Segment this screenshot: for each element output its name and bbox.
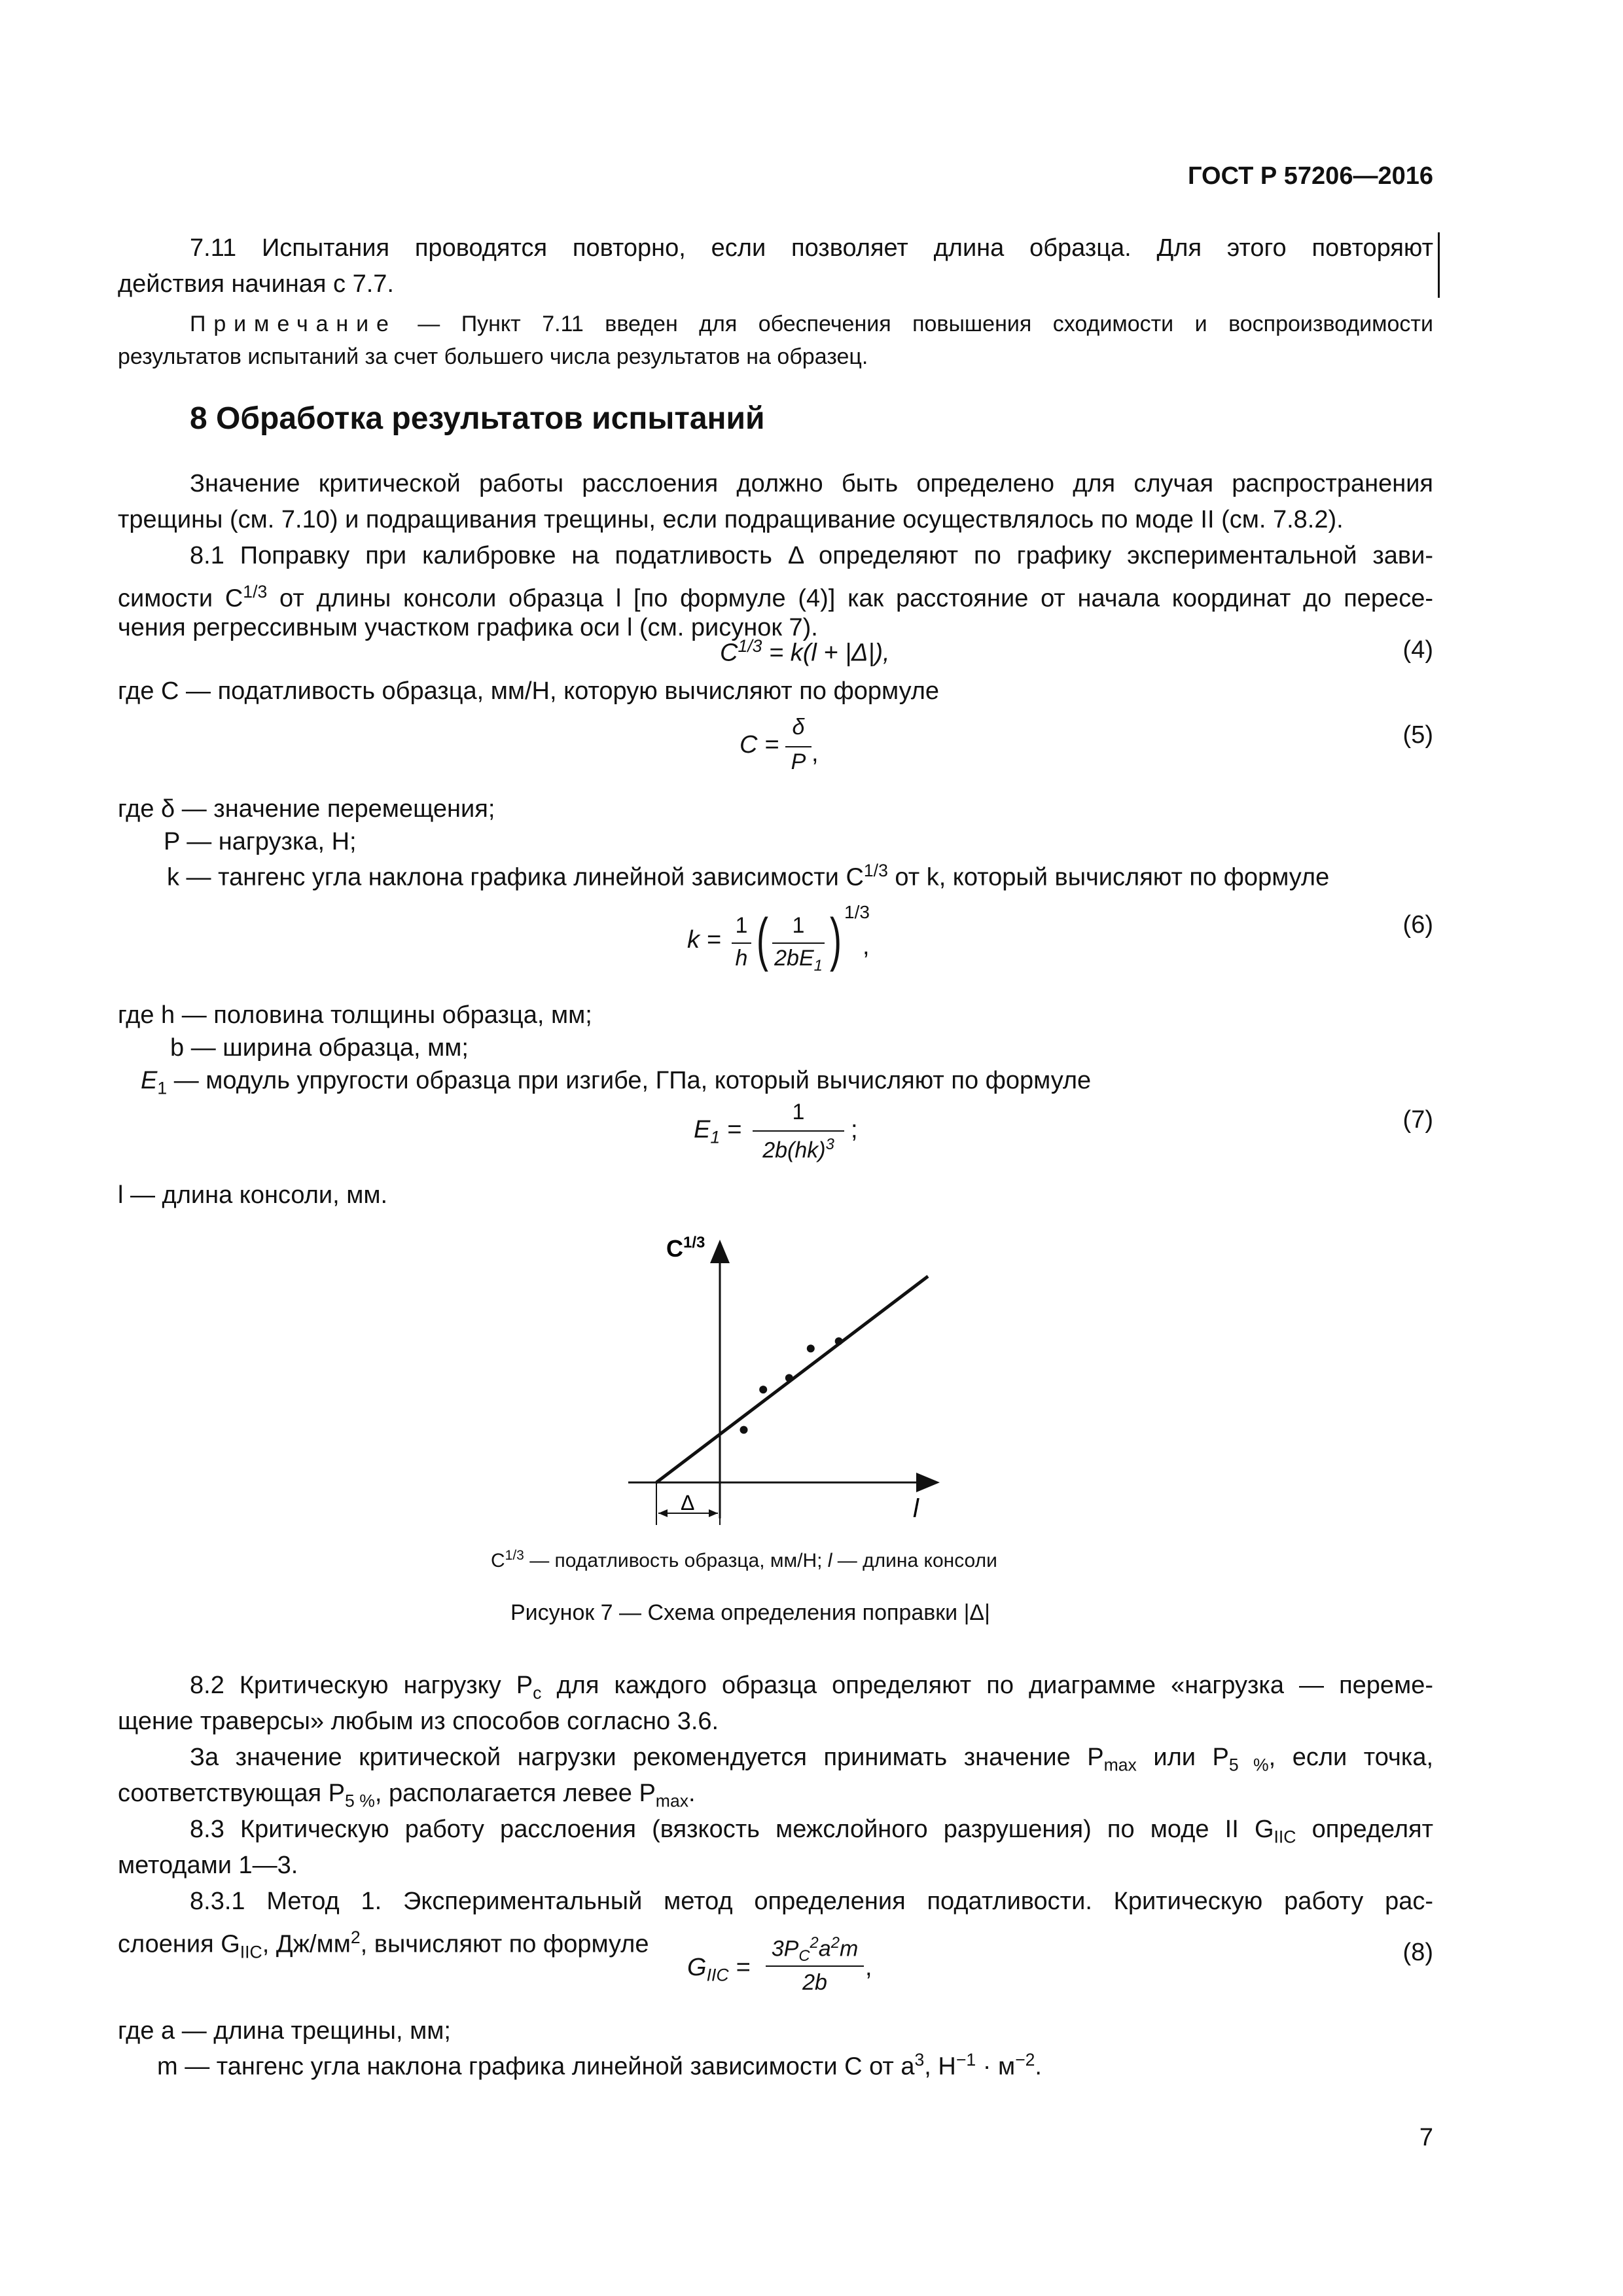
where-a: где a — длина трещины, мм; bbox=[118, 2017, 451, 2045]
equation-6-number: (6) bbox=[1402, 911, 1433, 939]
p81-line2: симости $C^{1/3}$ от длины консоли образца l [по формуле (4)] как расстояние от начала координат до пересе- bbox=[118, 582, 1433, 613]
equation-7-number: (7) bbox=[1402, 1106, 1433, 1134]
equation-6-rparen: ) bbox=[829, 907, 842, 973]
where-delta: где δ — значение перемещения; bbox=[118, 795, 495, 823]
data-point bbox=[759, 1386, 767, 1393]
equation-5-number: (5) bbox=[1402, 721, 1433, 749]
figure-7-caption: Рисунок 7 — Схема определения поправки |Δ| bbox=[510, 1600, 990, 1625]
p831-line2: слоения $G_{IIC}$, $Дж/мм^2$, вычисляют по формуле bbox=[118, 1928, 649, 1962]
equation-6-bar2 bbox=[772, 942, 825, 944]
where-P: P — нагрузка, Н; bbox=[164, 828, 357, 855]
where-h: где h — половина толщины образца, мм; bbox=[118, 1001, 592, 1029]
equation-4-number: (4) bbox=[1402, 636, 1433, 664]
equation-5-numerator: δ bbox=[792, 715, 805, 740]
y-axis-label: $C^{1/3}$ bbox=[666, 1234, 705, 1262]
intro-line1: Значение критической работы расслоения должно быть определено для случая распространения bbox=[190, 470, 1433, 497]
delta-arrow-right bbox=[709, 1509, 718, 1517]
equation-5-denominator: P bbox=[791, 749, 806, 774]
where-b: b — ширина образца, мм; bbox=[170, 1034, 469, 1062]
p82b-line2: соответствующая $P_{5 \%}$, располагается левее $P_{max}$. bbox=[118, 1780, 696, 1811]
page-number: 7 bbox=[1419, 2124, 1433, 2151]
data-point bbox=[835, 1337, 843, 1345]
section-8-intro bbox=[118, 466, 1433, 646]
equation-7-lhs: $E_1$ = bbox=[694, 1116, 741, 1147]
equation-5-fraction-bar bbox=[785, 746, 812, 747]
equation-8-bar bbox=[766, 1965, 864, 1967]
equation-7-numerator: 1 bbox=[792, 1100, 805, 1124]
figure-7-plot bbox=[615, 1230, 955, 1532]
equation-6-t1: 1 bbox=[735, 913, 748, 938]
equation-8-numerator: $3P_C^2a^2m$ bbox=[771, 1934, 859, 1965]
equation-8-number: (8) bbox=[1402, 1939, 1433, 1966]
where-C: где C — податливость образца, мм/Н, которую вычисляют по формуле bbox=[118, 677, 940, 705]
data-point bbox=[740, 1426, 748, 1434]
equation-6-bar1 bbox=[732, 942, 751, 944]
equation-4: $C^{1/3} = k(l + |\Delta|)$, bbox=[720, 636, 890, 667]
equation-6-t2: 1 bbox=[792, 913, 805, 938]
clause-7-11-line2: действия начиная с 7.7. bbox=[118, 270, 394, 298]
note-text-2: результатов испытаний за счет большего числа результатов на образец. bbox=[118, 344, 868, 369]
equation-6-pow: 1/3 bbox=[844, 902, 870, 922]
equation-5-tail: , bbox=[812, 740, 819, 767]
delta-arrow-left bbox=[658, 1509, 668, 1517]
note-label: Примечание bbox=[190, 312, 397, 336]
p831-line1: 8.3.1 Метод 1. Экспериментальный метод определения податливости. Критическую работу рас- bbox=[190, 1888, 1433, 1915]
p81-line3: чения регрессивным участком графика оси l (см. рисунок 7). bbox=[118, 614, 818, 641]
equation-8-tail: , bbox=[865, 1954, 872, 1981]
figure-7 bbox=[615, 1230, 955, 1532]
equation-7-denominator: 2b(hk)$^3$ bbox=[762, 1136, 834, 1163]
where-m: m — тангенс угла наклона графика линейной зависимости C от $a^3$, $Н^{-1} \cdot м^{-2}$. bbox=[157, 2050, 1042, 2081]
data-point bbox=[785, 1374, 793, 1382]
equation-5-lhs: C = bbox=[740, 731, 779, 759]
x-axis-label: l bbox=[913, 1494, 919, 1523]
note bbox=[118, 308, 1433, 373]
document-header: ГОСТ Р 57206—2016 bbox=[1188, 162, 1433, 190]
data-point bbox=[807, 1344, 815, 1352]
where-k: k — тангенс угла наклона графика линейной зависимости $C^{1/3}$ от k, который вычисляют по формуле bbox=[167, 861, 1330, 891]
where-E1: $E_1$ — модуль упругости образца при изгибе, ГПа, который вычисляют по формуле bbox=[141, 1067, 1092, 1098]
change-bar bbox=[1438, 232, 1440, 298]
p82b-line1: За значение критической нагрузки рекомендуется принимать значение $P_{max}$ или $P_{5 \%}$, если точка, bbox=[190, 1744, 1434, 1775]
p82-line1: 8.2 Критическую нагрузку $P_c$ для каждого образца определяют по диаграмме «нагрузка — переме- bbox=[190, 1672, 1433, 1703]
p83-line2: методами 1—3. bbox=[118, 1852, 298, 1879]
clause-7-11 bbox=[118, 230, 1433, 302]
equation-8-denominator: 2b bbox=[802, 1970, 827, 1995]
equation-6-tail: , bbox=[863, 933, 870, 960]
p83-line1: 8.3 Критическую работу расслоения (вязкость межслойного разрушения) по моде II $G_{IIC}$ определят bbox=[190, 1816, 1433, 1847]
equation-6-lhs: k = bbox=[687, 926, 721, 954]
equation-6-b1: h bbox=[735, 946, 748, 971]
equation-8-lhs: $G_{IIC}$ = bbox=[687, 1954, 751, 1985]
where-l: l — длина консоли, мм. bbox=[118, 1181, 388, 1209]
delta-label: Δ bbox=[681, 1491, 695, 1515]
clause-7-11-line1: 7.11 Испытания проводятся повторно, если позволяет длина образца. Для этого повторяют bbox=[190, 234, 1433, 262]
section-8b bbox=[118, 1668, 1434, 1962]
intro-line2: трещины (см. 7.10) и подращивания трещины, если подращивание осуществлялось по моде II (см. 7.8.2). bbox=[118, 506, 1344, 533]
section-8-title: 8 Обработка результатов испытаний bbox=[190, 401, 765, 436]
p82-line2: щение траверсы» любым из способов согласно 3.6. bbox=[118, 1708, 719, 1735]
equation-7-bar bbox=[753, 1130, 844, 1132]
figure-7-legend: $C^{1/3}$ — податливость образца, мм/Н; l — длина консоли bbox=[491, 1548, 997, 1571]
equation-6-b2: $2bE_1$ bbox=[774, 946, 823, 975]
equation-7-tail: ; bbox=[851, 1116, 858, 1143]
note-text-1: — Пункт 7.11 введен для обеспечения повышения сходимости и воспроизводимости bbox=[418, 312, 1433, 336]
p81-line1: 8.1 Поправку при калибровке на податливость Δ определяют по графику экспериментальной зави- bbox=[190, 542, 1433, 569]
equation-6-lparen: ( bbox=[756, 907, 768, 973]
